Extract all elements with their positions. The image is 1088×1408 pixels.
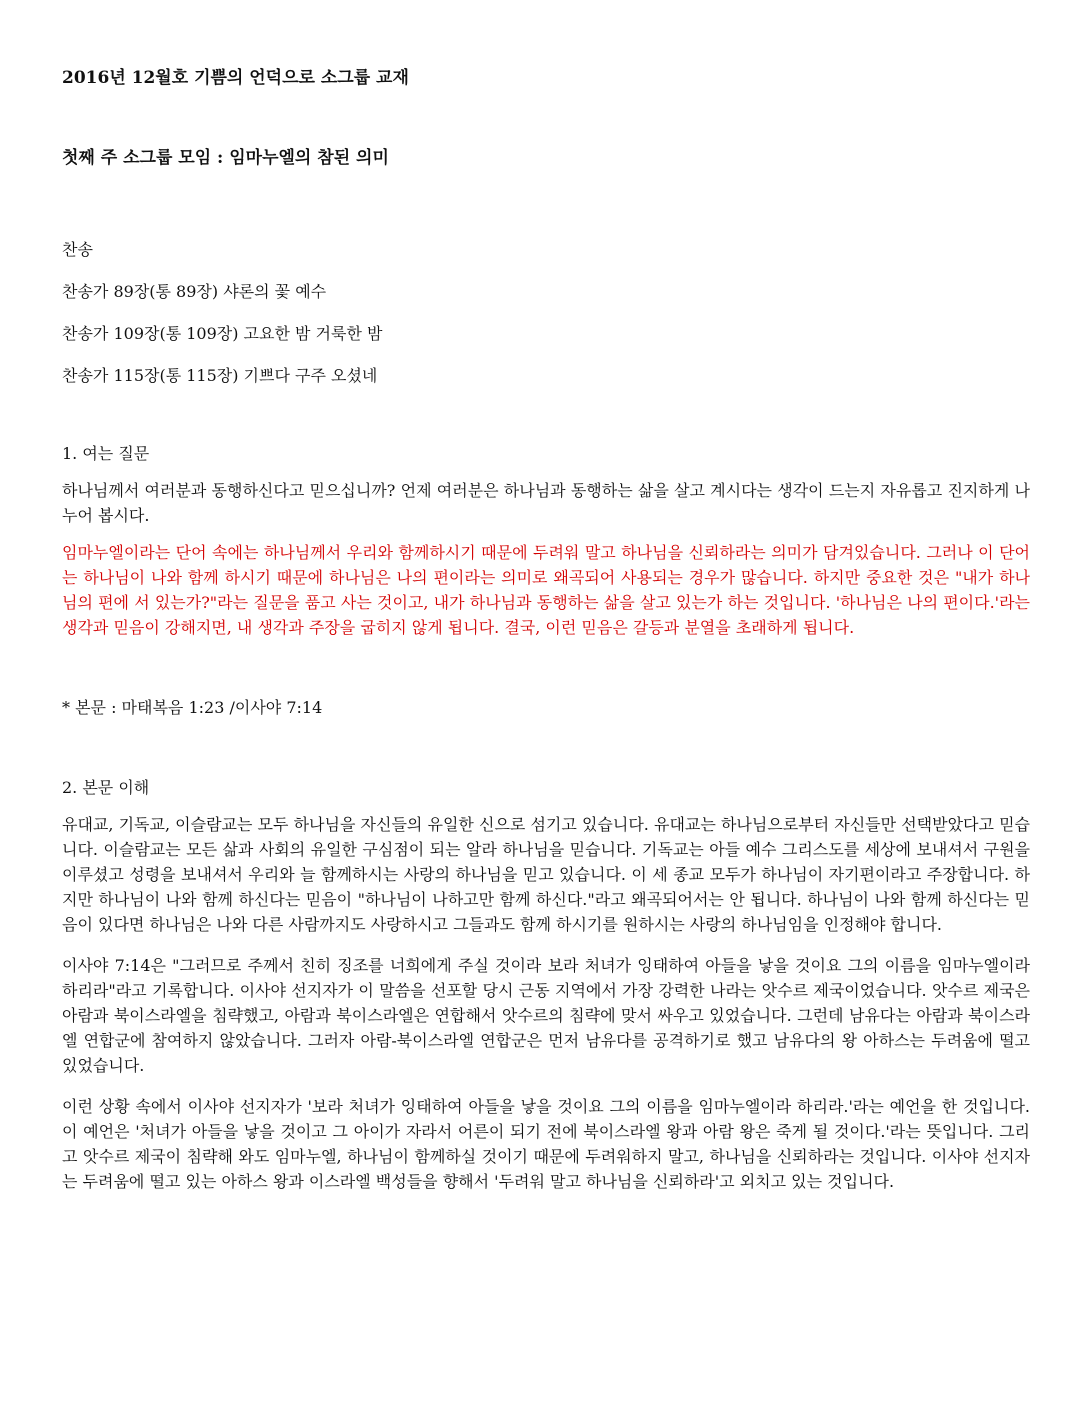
body-paragraph: 유대교, 기독교, 이슬람교는 모두 하나님을 자신들의 유일한 신으로 섬기고 있습니다. 유대교는 하나님으로부터 자신들만 선택받았다고 믿습니다. 이슬람교는 모든 삶과 사회의 유일한 구심점이 되는 알라 하나님을 믿습니다. 기독교는 아들 예수 그리스도를 세상에 보내셔서 구원을 이루셨고 성령을 보내셔서 우리와 늘 함께하시는 사랑의 하나님을 믿고 있습니다. 이 세 종교 모두가 하나님이 자기편이라고 주장합니다. 하지만 하나님이 나와 함께 하신다는 믿음이 "하나님이 나하고만 함께 하신다."라고 왜곡되어서는 안 됩니다. 하나님이 나와 함께 하신다는 믿음이 있다면 하나님은 나와 다른 사람까지도 사랑하시고 그들과도 함께 하시기를 원하시는 사랑의 하나님임을 인정해야 합니다. bbox=[62, 815, 1030, 934]
hymn-item: 찬송가 109장(통 109장) 고요한 밤 거룩한 밤 bbox=[62, 324, 383, 343]
week-title: 첫째 주 소그룹 모임 : 임마누엘의 참된 의미 bbox=[62, 148, 389, 168]
body-paragraph: 이사야 7:14은 "그러므로 주께서 친히 징조를 너희에게 주실 것이라 보라 처녀가 잉태하여 아들을 낳을 것이요 그의 이름을 임마누엘이라 하리라"라고 기록합니다. 이사야 선지자가 이 말씀을 선포할 당시 근동 지역에서 가장 강력한 나라는 앗수르 제국이었습니다. 앗수르 제국은 아람과 북이스라엘을 침략했고, 아람과 북이스라엘은 연합해서 앗수르의 침략에 맞서 싸우고 있었습니다. 그런데 남유다는 아람과 북이스라엘 연합군에 참여하지 않았습니다. 그러자 아람-북이스라엘 연합군은 먼저 남유다를 공격하기로 했고 남유다의 왕 아하스는 두려움에 떨고 있었습니다. bbox=[62, 956, 1030, 1075]
scripture-reference: * 본문 : 마태복음 1:23 /이사야 7:14 bbox=[62, 698, 323, 717]
hymn-item: 찬송가 89장(통 89장) 샤론의 꽃 예수 bbox=[62, 282, 327, 301]
opening-question-text: 하나님께서 여러분과 동행하신다고 믿으십니까? 언제 여러분은 하나님과 동행하는 삶을 살고 계시다는 생각이 드는지 자유롭고 진지하게 나누어 봅시다. bbox=[62, 481, 1030, 525]
body-understanding-heading: 2. 본문 이해 bbox=[62, 778, 150, 797]
hymn-item: 찬송가 115장(통 115장) 기쁘다 구주 오셨네 bbox=[62, 366, 378, 385]
hymns-heading: 찬송 bbox=[62, 240, 93, 259]
document-title: 2016년 12월호 기쁨의 언덕으로 소그룹 교재 bbox=[62, 68, 409, 88]
opening-question-note: 임마누엘이라는 단어 속에는 하나님께서 우리와 함께하시기 때문에 두려워 말고 하나님을 신뢰하라는 의미가 담겨있습니다. 그러나 이 단어는 하나님이 나와 함께 하시기 때문에 하나님은 나의 편이라는 의미로 왜곡되어 사용되는 경우가 많습니다. 하지만 중요한 것은 "내가 하나님의 편에 서 있는가?"라는 질문을 품고 사는 것이고, 내가 하나님과 동행하는 삶을 살고 있는가 하는 것입니다. '하나님은 나의 편이다.'라는 생각과 믿음이 강해지면, 내 생각과 주장을 굽히지 않게 됩니다. 결국, 이런 믿음은 갈등과 분열을 초래하게 됩니다. bbox=[62, 543, 1030, 637]
opening-question-heading: 1. 여는 질문 bbox=[62, 444, 150, 463]
body-paragraph: 이런 상황 속에서 이사야 선지자가 '보라 처녀가 잉태하여 아들을 낳을 것이요 그의 이름을 임마누엘이라 하리라.'라는 예언을 한 것입니다. 이 예언은 '처녀가 아들을 낳을 것이고 그 아이가 자라서 어른이 되기 전에 북이스라엘 왕과 아람 왕은 죽게 될 것이다.'라는 뜻입니다. 그리고 앗수르 제국이 침략해 와도 임마누엘, 하나님이 함께하실 것이기 때문에 두려워하지 말고, 하나님을 신뢰하라는 것입니다. 이사야 선지자는 두려움에 떨고 있는 아하스 왕과 이스라엘 백성들을 향해서 '두려워 말고 하나님을 신뢰하라'고 외치고 있는 것입니다. bbox=[62, 1097, 1030, 1191]
